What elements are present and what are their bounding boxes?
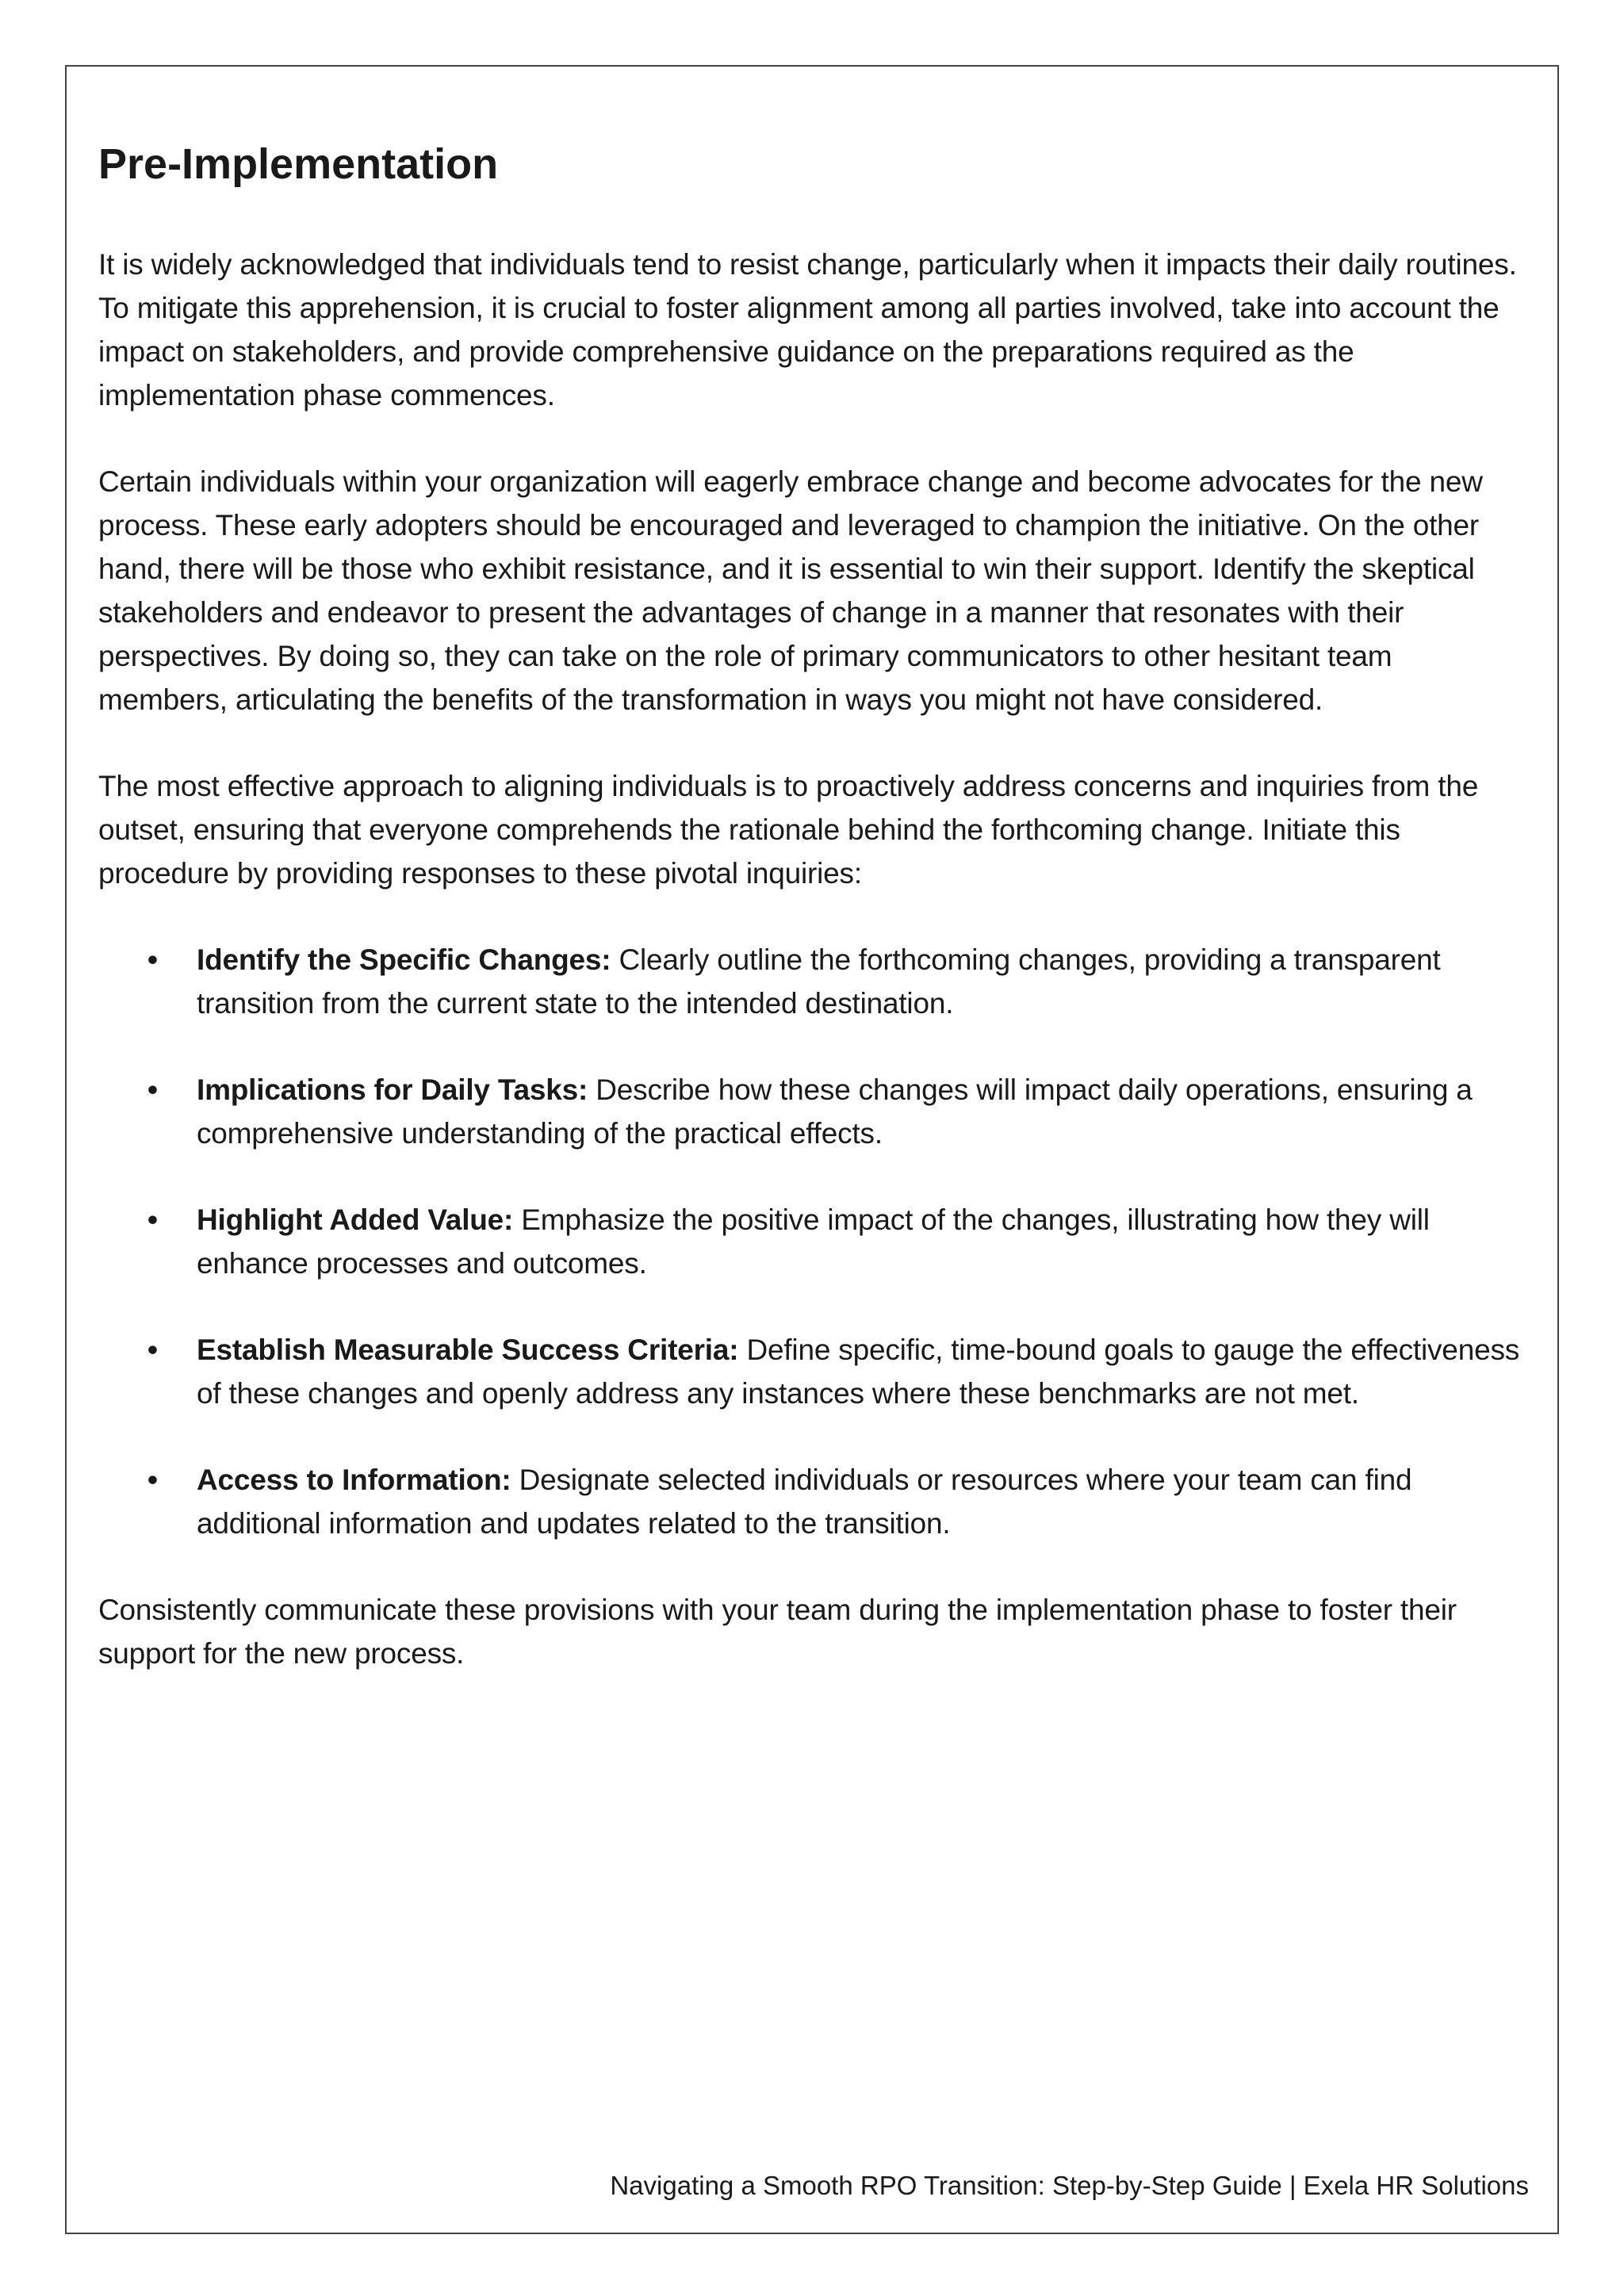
paragraph-closing: Consistently communicate these provisions with your team during the implementation phase to foster their support for the new process. — [98, 1594, 1457, 1670]
inquiries-list — [98, 938, 1526, 1545]
bullet-icon: • — [147, 943, 158, 976]
paragraph-advocates: Certain individuals within your organization will eagerly embrace change and become advocates for the new process. These early adopters should be encouraged and leveraged to champion the initiative. On the other hand, there will be those who exhibit resistance, and it is essential to win their support. Identify the skeptical stakeholders and endeavor to present the advantages of change in a manner that resonates with their perspectives. By doing so, they can take on the role of primary communicators to other hesitant team members, articulating the benefits of the transformation in ways you might not have considered. — [98, 465, 1483, 716]
page-footer: Navigating a Smooth RPO Transition: Step-by-Step Guide | Exela HR Solutions — [610, 2171, 1529, 2200]
list-item-term: Access to Information: — [197, 1464, 511, 1496]
list-item-text: Emphasize the positive impact of the changes, illustrating how they will enhance processes and outcomes. — [197, 1203, 1430, 1280]
list-item-text: Clearly outline the forthcoming changes, providing a transparent transition from the current state to the intended destination. — [197, 943, 1441, 1020]
bullet-icon: • — [147, 1073, 158, 1106]
paragraph-resistance: It is widely acknowledged that individuals tend to resist change, particularly when it impacts their daily routines. To mitigate this apprehension, it is crucial to foster alignment among all parties involved, take into account the impact on stakeholders, and provide comprehensive guidance on the preparations required as the implementation phase commences. — [98, 248, 1517, 411]
list-item-term: Identify the Specific Changes: — [197, 943, 611, 976]
bullet-icon: • — [147, 1464, 158, 1496]
list-item — [98, 1068, 1526, 1155]
list-item — [98, 1328, 1526, 1415]
paragraph-approach: The most effective approach to aligning individuals is to proactively address concerns and inquiries from the outset, ensuring that everyone comprehends the rationale behind the forthcoming change. Initiate this procedure by providing responses to these pivotal inquiries: — [98, 770, 1479, 890]
document-content — [98, 136, 1526, 1718]
list-item-text: Define specific, time-bound goals to gauge the effectiveness of these changes and openly address any instances where these benchmarks are not met. — [197, 1334, 1520, 1410]
section-title: Pre-Implementation — [98, 140, 499, 188]
list-item-term: Establish Measurable Success Criteria: — [197, 1334, 739, 1366]
list-item — [98, 1458, 1526, 1545]
list-item — [98, 938, 1526, 1025]
list-item-term: Implications for Daily Tasks: — [197, 1073, 588, 1106]
bullet-icon: • — [147, 1334, 158, 1366]
bullet-icon: • — [147, 1203, 158, 1236]
list-item-text: Describe how these changes will impact daily operations, ensuring a comprehensive understanding of the practical effects. — [197, 1073, 1473, 1150]
list-item-text: Designate selected individuals or resources where your team can find additional information and updates related to the transition. — [197, 1464, 1412, 1540]
list-item-term: Highlight Added Value: — [197, 1203, 514, 1236]
list-item — [98, 1198, 1526, 1285]
